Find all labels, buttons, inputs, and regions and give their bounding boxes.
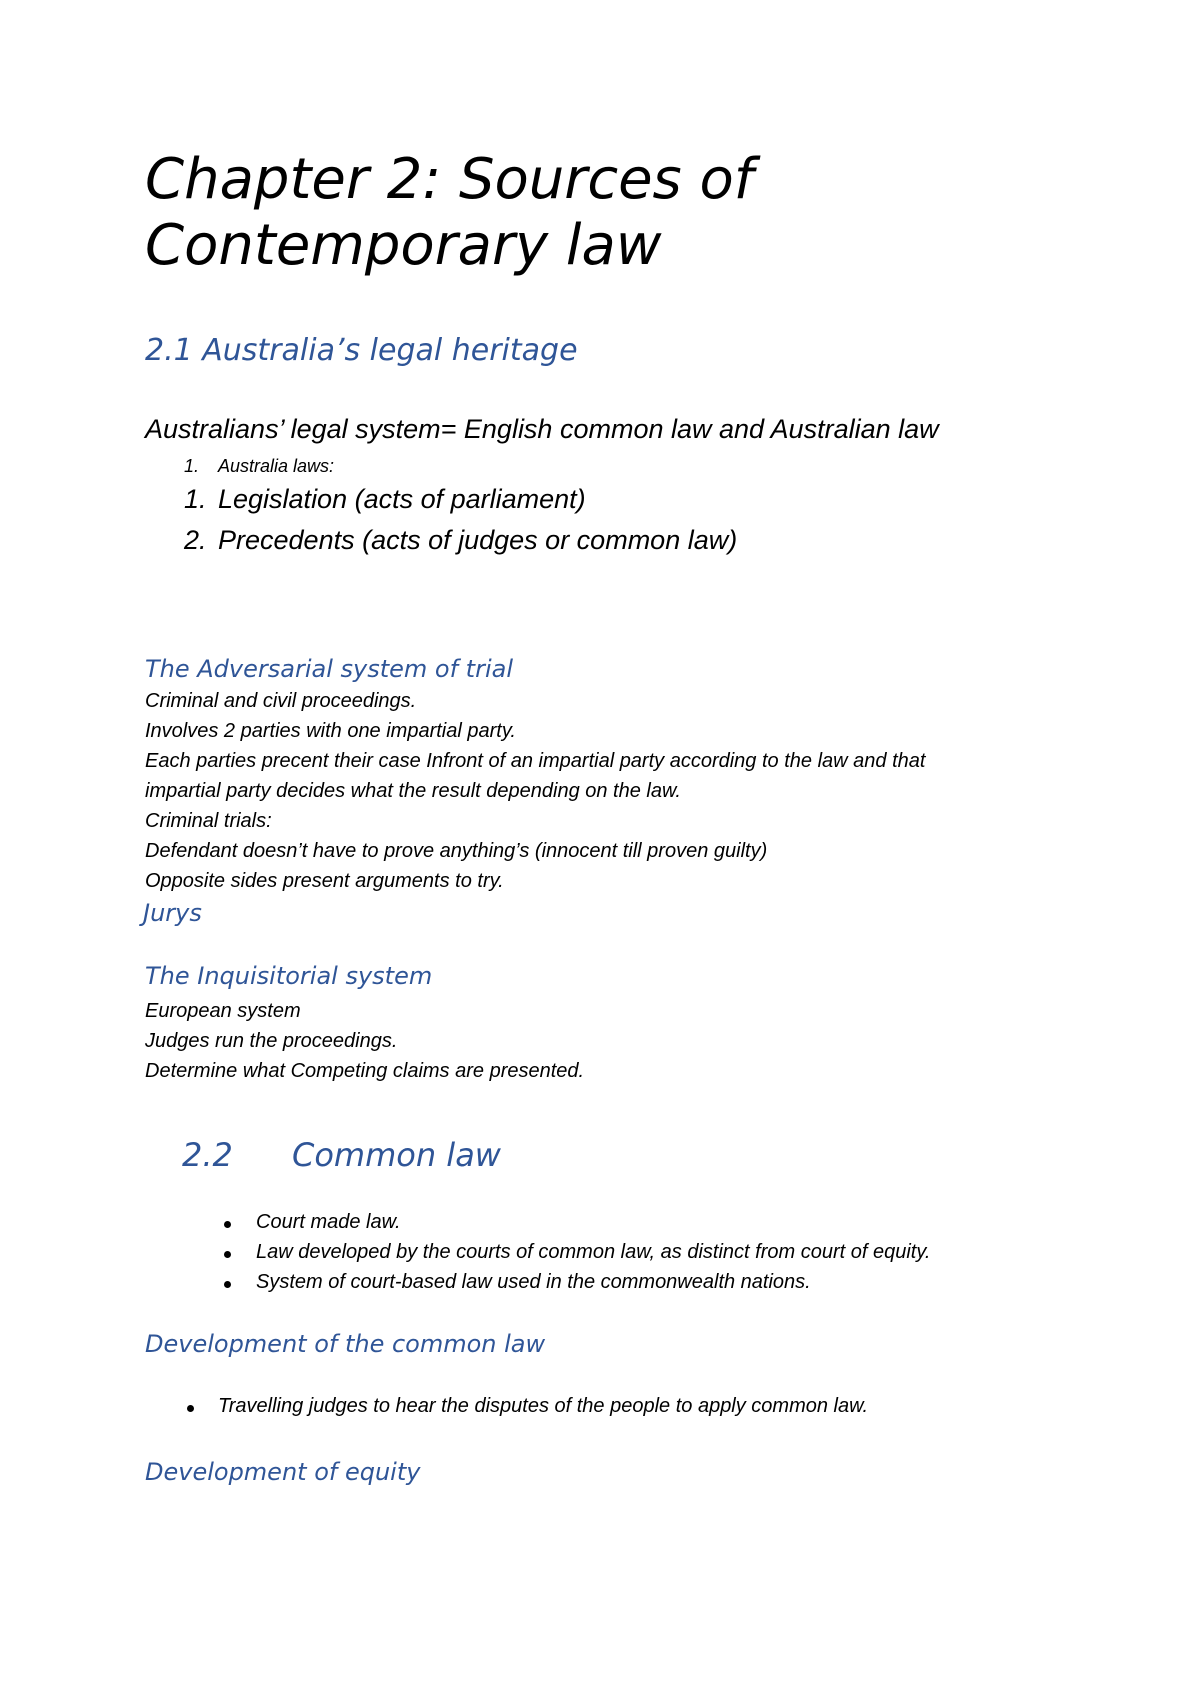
bullet-icon [187,1405,194,1412]
adversarial-line: Defendant doesn’t have to prove anything’s (innocent till proven guilty) [145,840,768,862]
inquisitorial-line: Determine what Competing claims are presented. [145,1060,585,1082]
bullet-icon [224,1221,231,1228]
chapter-title-line-1: Chapter 2: Sources of [145,147,754,212]
list-item-text: Legislation (acts of parliament) [218,484,586,514]
jurys-heading: Jurys [143,899,202,927]
development-common-law-bullet: Travelling judges to hear the disputes of the people to apply common law. [218,1395,869,1417]
inquisitorial-line: Judges run the proceedings. [145,1030,398,1052]
adversarial-line: Involves 2 parties with one impartial party. [145,720,516,742]
section-2-2-number: 2.2 [182,1136,233,1174]
common-law-bullet: Court made law. [256,1211,401,1233]
chapter-title-line-2: Contemporary law [145,213,662,278]
common-law-bullet: Law developed by the courts of common law, as distinct from court of equity. [256,1241,931,1263]
adversarial-line: impartial party decides what the result depending on the law. [145,780,681,802]
adversarial-heading: The Adversarial system of trial [145,655,513,683]
section-2-2-heading: Common law [292,1136,501,1174]
development-equity-heading: Development of equity [145,1458,421,1486]
list-item-text: Precedents (acts of judges or common law) [218,525,738,555]
small-list-number: 1. [184,456,200,476]
inquisitorial-heading: The Inquisitorial system [145,962,433,990]
common-law-bullet: System of court-based law used in the commonwealth nations. [256,1271,811,1293]
adversarial-line: Criminal and civil proceedings. [145,690,417,712]
bullet-icon [224,1251,231,1258]
inquisitorial-line: European system [145,1000,301,1022]
section-2-1-heading: 2.1 Australia’s legal heritage [145,333,578,368]
small-list-text: Australia laws: [218,456,335,476]
legal-system-lead: Australians’ legal system= English common law and Australian law [145,414,939,444]
list-item-number: 2. [184,525,207,555]
adversarial-line: Opposite sides present arguments to try. [145,870,504,892]
bullet-icon [224,1281,231,1288]
list-item-number: 1. [184,484,207,514]
development-common-law-heading: Development of the common law [145,1330,546,1358]
adversarial-line: Criminal trials: [145,810,272,832]
adversarial-line: Each parties precent their case Infront of an impartial party according to the law and that [145,750,926,772]
